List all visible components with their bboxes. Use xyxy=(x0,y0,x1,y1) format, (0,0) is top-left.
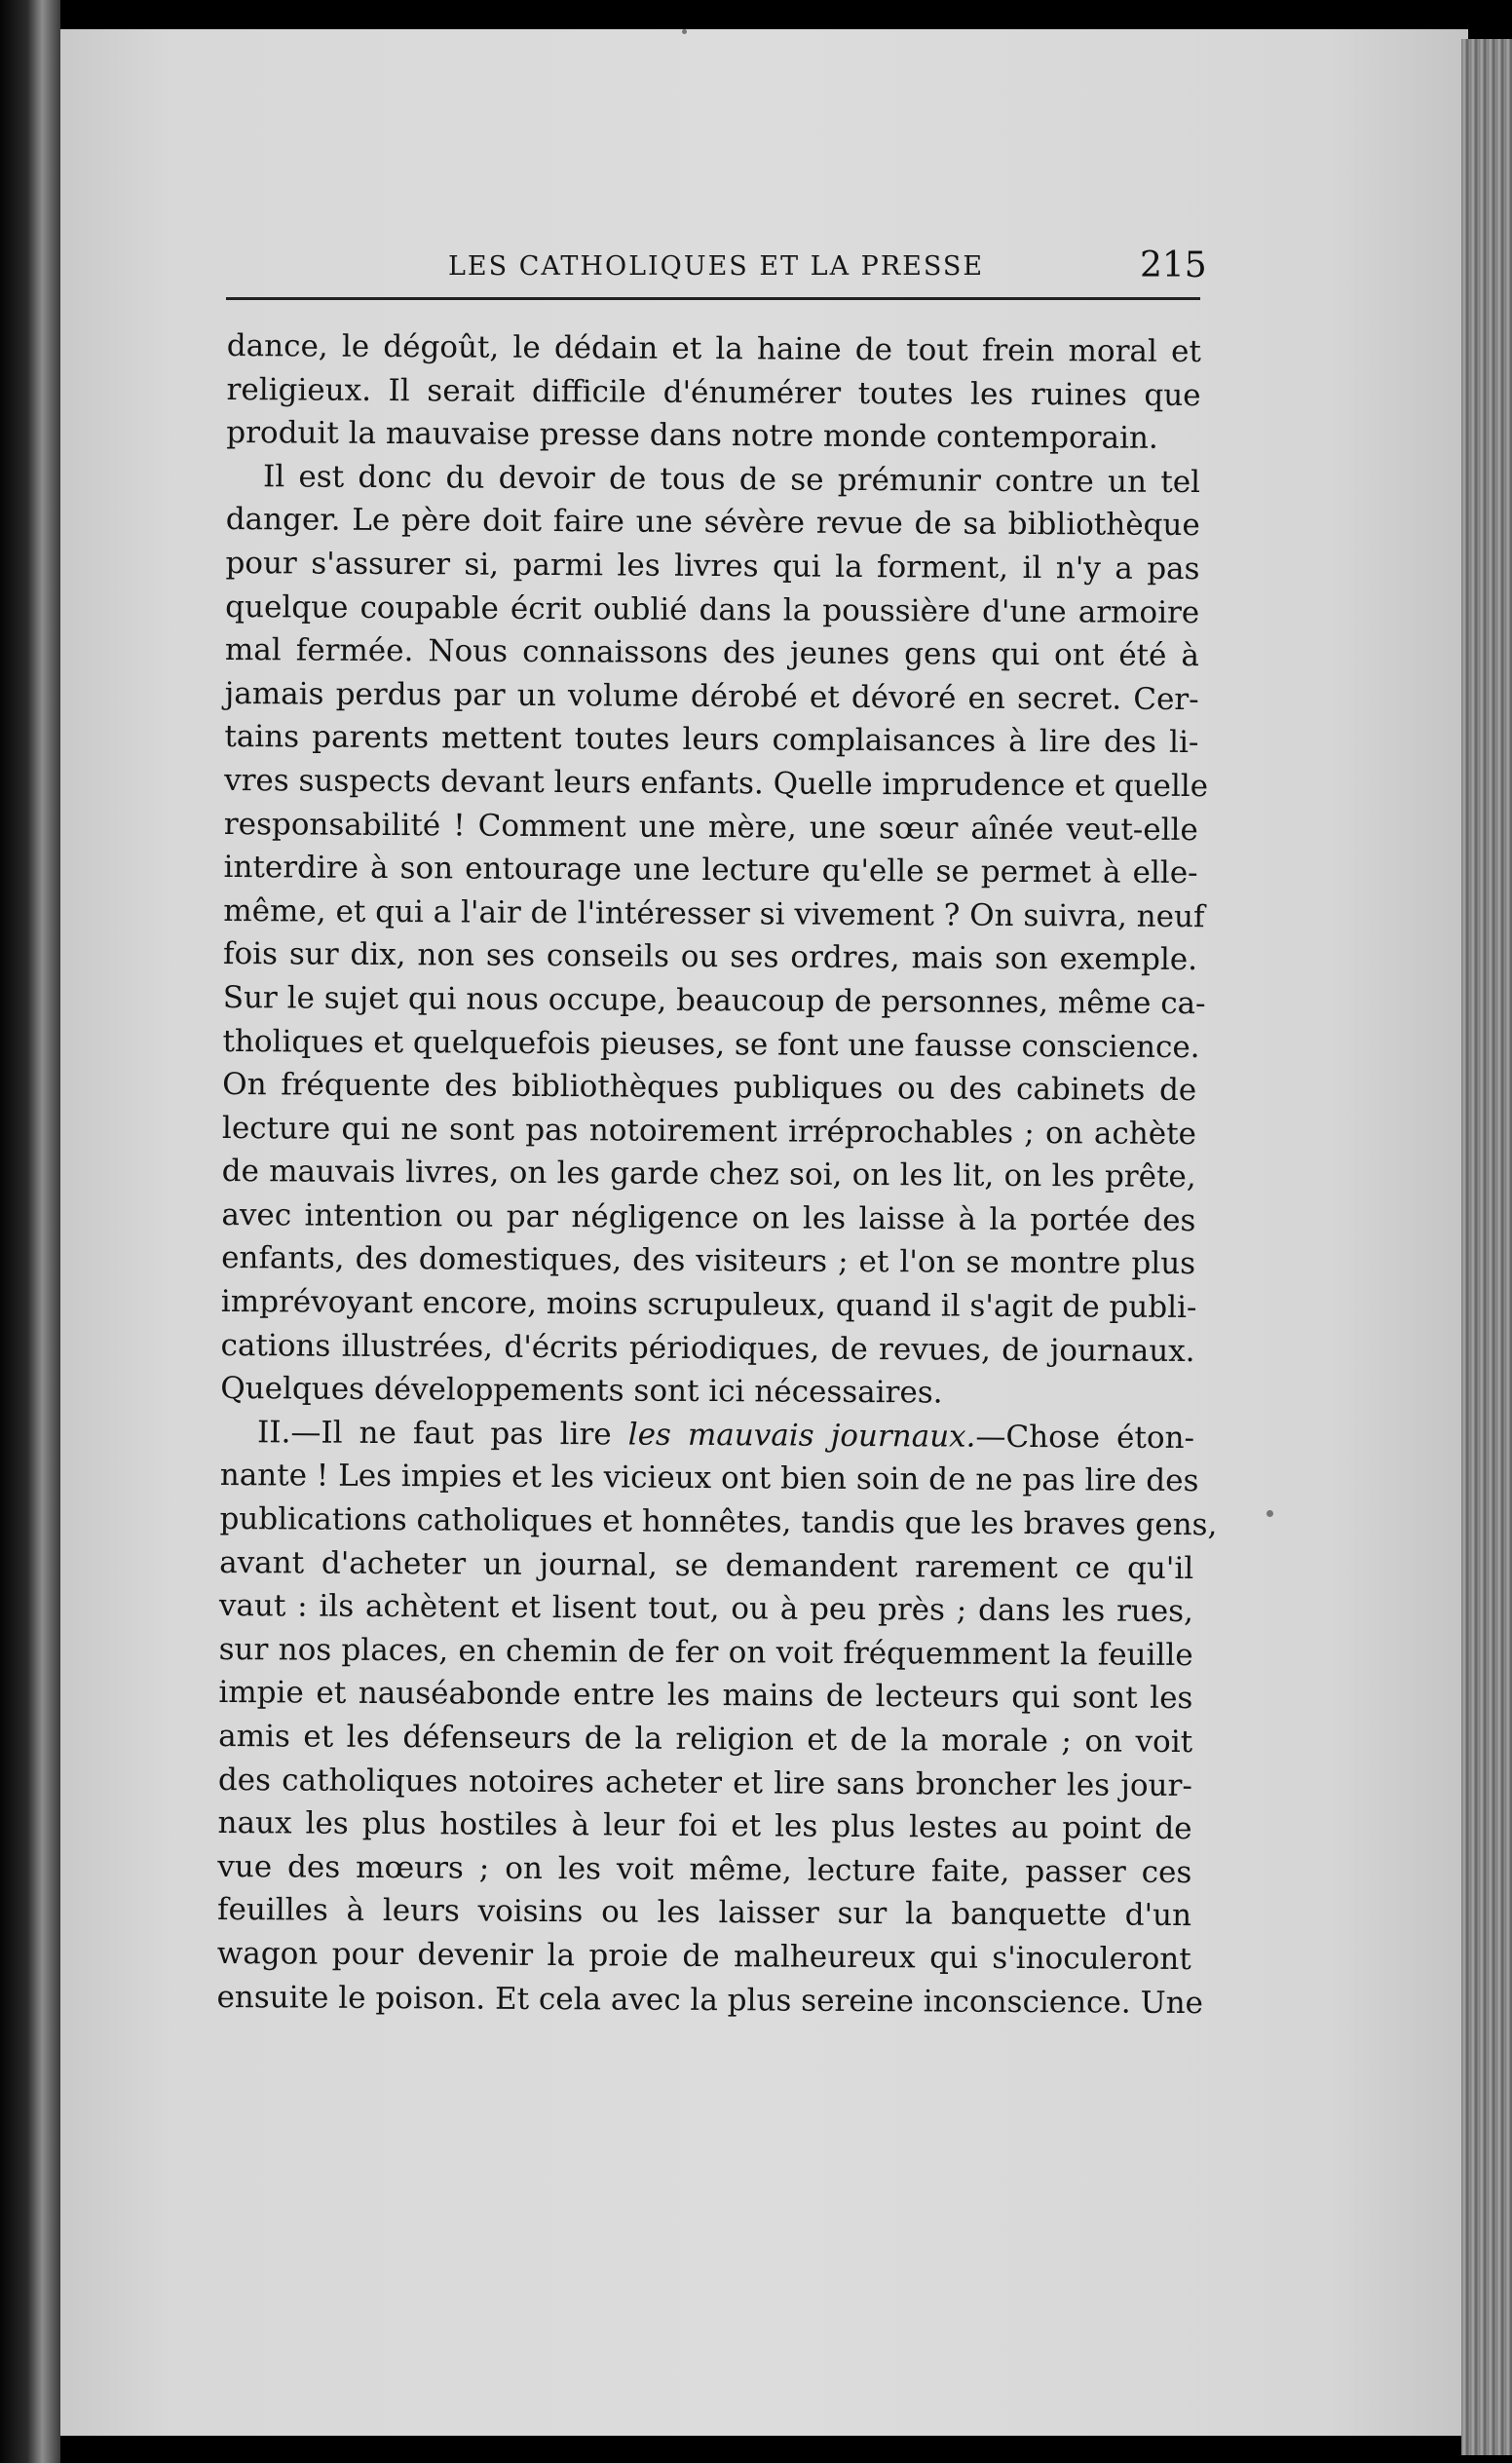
text-line: enfants, des domestiques, des visiteurs ; et l'on se montre plus xyxy=(221,1240,1196,1282)
text-line: jamais perdus par un volume dérobé et dévoré en secret. Cer- xyxy=(224,675,1199,717)
text-line: tains parents mettent toutes leurs complaisances à lire des li- xyxy=(224,719,1199,761)
binding-shadow xyxy=(0,0,60,2463)
text-line: Il est donc du devoir de tous de se prémunir contre un tel xyxy=(262,459,1201,500)
text-line: feuilles à leurs voisins ou les laisser sur la banquette d'un xyxy=(216,1892,1192,1934)
text-line: tholiques et quelquefois pieuses, se font une fausse conscience. xyxy=(222,1023,1200,1065)
text-line: quelque coupable écrit oublié dans la poussière d'une armoire xyxy=(225,588,1200,630)
body-text xyxy=(216,324,1218,2113)
text-line: sur nos places, en chemin de fer on voit fréquemment la feuille xyxy=(218,1631,1193,1673)
text-line: naux les plus hostiles à leur foi et les plus lestes au point de xyxy=(217,1805,1192,1847)
speck xyxy=(1266,1510,1273,1517)
text-line: ensuite le poison. Et cela avec la plus sereine inconscience. Une xyxy=(216,1979,1204,2021)
text-line: interdire à son entourage une lecture qu'elle se permet à elle- xyxy=(223,850,1198,891)
text-line: wagon pour devenir la proie de malheureux qui s'inoculeront xyxy=(216,1935,1191,1978)
text-line: Sur le sujet qui nous occupe, beaucoup de personnes, même ca- xyxy=(222,979,1206,1022)
text-line: lecture qui ne sont pas notoirement irréprochables ; on achète xyxy=(221,1110,1197,1152)
text-line: nante ! Les impies et les vicieux ont bien soin de ne pas lire des xyxy=(219,1458,1199,1499)
text-line: vaut : ils achètent et lisent tout, ou à peu près ; dans les rues, xyxy=(218,1588,1194,1630)
text-line: imprévoyant encore, moins scrupuleux, quand il s'agit de publi- xyxy=(220,1284,1197,1326)
text-line: amis et les défenseurs de la religion et de la morale ; on voit xyxy=(218,1718,1193,1761)
text-line: danger. Le père doit faire une sévère revue de sa bibliothèque xyxy=(225,502,1200,544)
text-line: dance, le dégoût, le dédain et la haine de tout frein moral et xyxy=(226,327,1201,370)
text-line: de mauvais livres, on les garde chez soi, on les lit, on les prête, xyxy=(221,1154,1196,1195)
text-line: produit la mauvaise presse dans notre monde contemporain. xyxy=(226,415,1158,457)
header-rule xyxy=(226,297,1200,300)
text-line: avec intention ou par négligence on les laisse à la portée des xyxy=(221,1196,1196,1238)
text-line: même, et qui a l'air de l'intéresser si vivement ? On suivra, neuf xyxy=(223,892,1205,934)
text-line: Quelques développements sont ici nécessaires. xyxy=(220,1371,943,1411)
text-line: pour s'assurer si, parmi les livres qui la forment, il n'y a pas xyxy=(225,545,1200,587)
text-line: publications catholiques et honnêtes, tandis que les braves gens, xyxy=(219,1501,1218,1543)
page-stack-edges xyxy=(1461,39,1512,2455)
text-line: vres suspects devant leurs enfants. Quelle imprudence et quelle xyxy=(224,762,1209,805)
text-line: impie et nauséabonde entre les mains de lecteurs qui sont les xyxy=(218,1675,1193,1717)
page-number: 215 xyxy=(1140,246,1207,285)
italic-title: les mauvais journaux. xyxy=(627,1417,976,1455)
text-line: On fréquente des bibliothèques publiques ou des cabinets de xyxy=(222,1067,1197,1109)
text-line: religieux. Il serait difficile d'énumérer toutes les ruines que xyxy=(226,371,1201,413)
text-line: cations illustrées, d'écrits périodiques, de revues, de journaux. xyxy=(220,1327,1195,1369)
text-line: II.—Il ne faut pas lire les mauvais journaux.—Chose éton- xyxy=(256,1415,1195,1456)
text-line: fois sur dix, non ses conseils ou ses ordres, mais son exemple. xyxy=(222,936,1198,978)
text-line: vue des mœurs ; on les voit même, lecture faite, passer ces xyxy=(217,1848,1192,1890)
text-line: mal fermée. Nous connaissons des jeunes gens qui ont été à xyxy=(224,632,1200,674)
text-line: responsabilité ! Comment une mère, une sœur aînée veut-elle xyxy=(223,806,1198,848)
text-line: avant d'acheter un journal, se demandent rarement ce qu'il xyxy=(219,1544,1194,1586)
text-line: des catholiques notoires acheter et lire sans broncher les jour- xyxy=(217,1762,1192,1803)
speck xyxy=(682,29,687,34)
running-title: LES CATHOLIQUES ET LA PRESSE xyxy=(448,251,985,282)
